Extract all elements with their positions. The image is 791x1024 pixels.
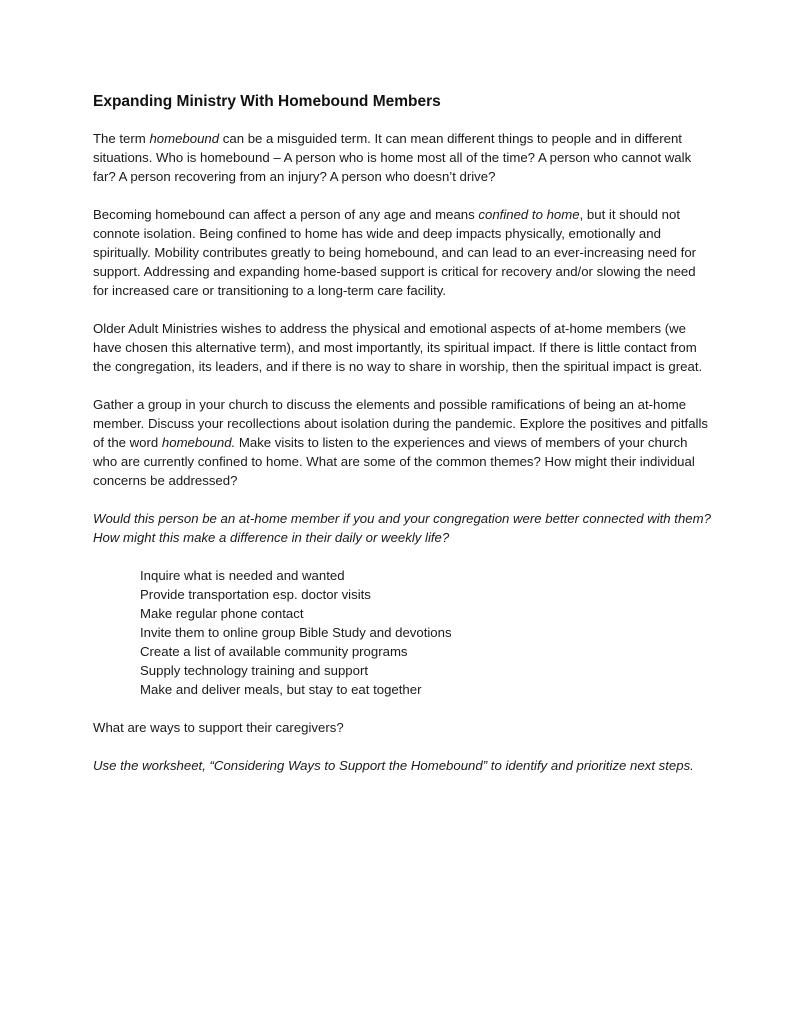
italic-term: homebound. xyxy=(161,435,236,450)
action-list xyxy=(93,566,713,699)
list-item: Provide transportation esp. doctor visits xyxy=(140,587,371,602)
text-run: The term xyxy=(93,131,150,146)
paragraph-caregivers-question: What are ways to support their caregivers? xyxy=(93,720,344,735)
document-page xyxy=(93,92,713,794)
paragraph-becoming-homebound xyxy=(93,205,713,300)
list-item: Make and deliver meals, but stay to eat together xyxy=(140,682,422,697)
list-item: Create a list of available community programs xyxy=(140,644,408,659)
text-run: can be a misguided term. It can mean different things to people and in different situations. Who is homebound – A person who is home most all of the time? A person who cannot walk far? A person recovering from an injury? A person who doesn’t drive? xyxy=(93,131,692,184)
paragraph-term-definition xyxy=(93,129,713,186)
list-item: Make regular phone contact xyxy=(140,606,304,621)
list-item: Supply technology training and support xyxy=(140,663,369,678)
list-item: Inquire what is needed and wanted xyxy=(140,568,345,583)
list-item: Invite them to online group Bible Study and devotions xyxy=(140,625,452,640)
italic-term: confined to home xyxy=(478,207,580,222)
text-run: Becoming homebound can affect a person of any age and means xyxy=(93,207,479,222)
document-title: Expanding Ministry With Homebound Members xyxy=(93,93,441,110)
text-run: Make visits to listen to the experiences and views of members of your church who are currently confined to home. What are some of the common themes? How might their individual concerns be addressed? xyxy=(93,435,695,488)
paragraph-worksheet-instruction: Use the worksheet, “Considering Ways to Support the Homebound” to identify and prioritize next steps. xyxy=(93,758,694,773)
text-run: , but it should not connote isolation. Being confined to home has wide and deep impacts physically, emotionally and spiritually. Mobility contributes greatly to being homebound, and can lead to an ever-increasing need for support. Addressing and expanding home-based support is critical for recovery and/or slowing the need for increased care or transitioning to a long-term care facility. xyxy=(93,207,697,298)
paragraph-reflection-question: Would this person be an at-home member if you and your congregation were better connected with them? How might this make a difference in their daily or weekly life? xyxy=(93,511,711,545)
paragraph-older-adult-ministries: Older Adult Ministries wishes to address the physical and emotional aspects of at-home members (we have chosen this alternative term), and most importantly, its spiritual impact. If there is little contact from the congregation, its leaders, and if there is no way to share in worship, then the spiritual impact is great. xyxy=(93,321,703,374)
paragraph-gather-group xyxy=(93,395,713,490)
text-run: Gather a group in your church to discuss the elements and possible ramifications of being an at-home member. Discuss your recollections about isolation during the pandemic. Explore the positives and pitfalls of the word xyxy=(93,397,709,450)
italic-term: homebound xyxy=(149,131,220,146)
